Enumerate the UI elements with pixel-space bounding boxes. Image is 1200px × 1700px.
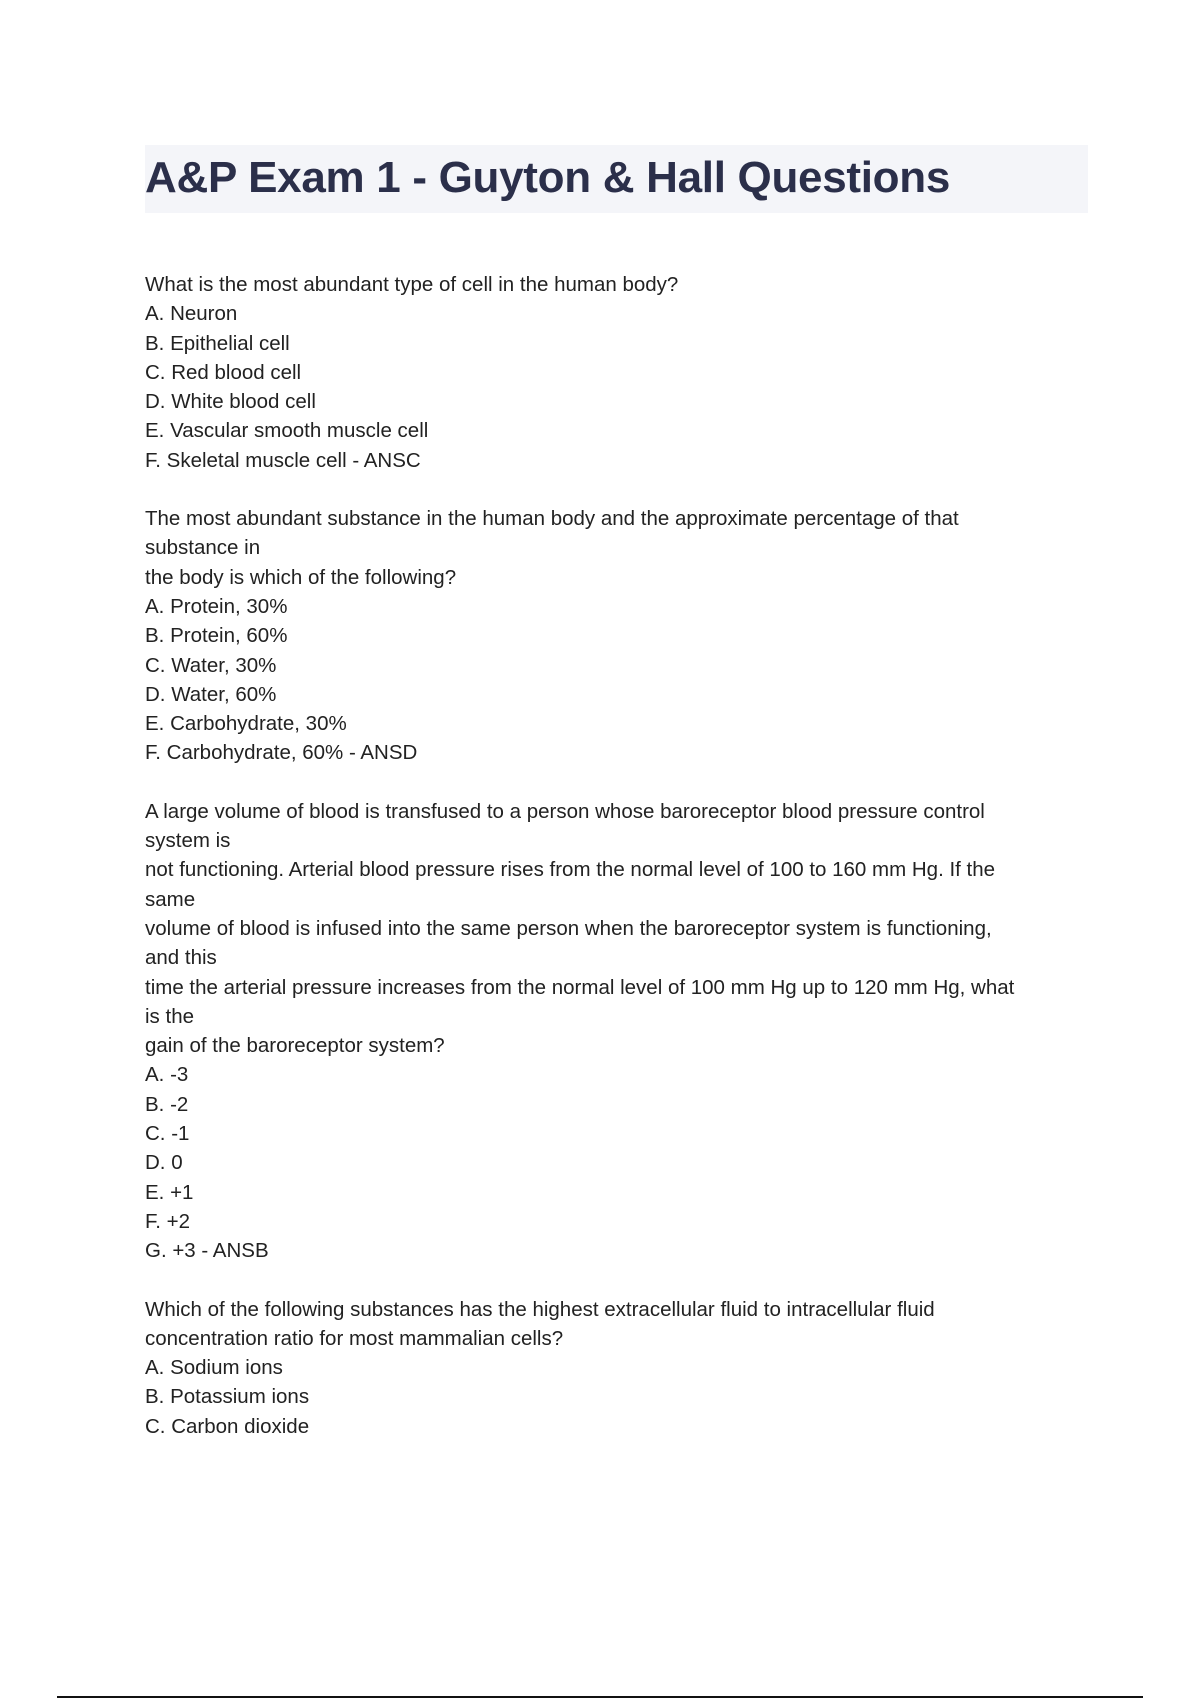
question-2: [145, 504, 1095, 768]
question-text: What is the most abundant type of cell in the human body?: [145, 273, 679, 296]
question-text: not functioning. Arterial blood pressure rises from the normal level of 100 to 160 mm Hg. If the: [145, 858, 996, 882]
answer-option: A. Protein, 30%: [145, 594, 288, 618]
question-text: The most abundant substance in the human body and the approximate percentage of that: [145, 507, 959, 531]
question-list: [145, 270, 1095, 1470]
answer-option: B. Epithelial cell: [145, 331, 290, 355]
answer-option: D. Water, 60%: [145, 682, 277, 706]
answer-option: D. White blood cell: [145, 390, 316, 414]
answer-option: A. Sodium ions: [145, 1356, 283, 1380]
answer-option: E. +1: [145, 1180, 194, 1204]
question-text: the body is which of the following?: [145, 565, 457, 589]
page-bottom-rule: [57, 1696, 1143, 1698]
answer-option: A. Neuron: [145, 302, 238, 326]
answer-option: C. Carbon dioxide: [145, 1414, 310, 1438]
question-1: [145, 270, 1095, 475]
question-4: [145, 1295, 1095, 1441]
answer-option-with-key: G. +3 - ANSB: [145, 1239, 269, 1263]
answer-option: C. -1: [145, 1122, 190, 1146]
answer-option-with-key: F. Skeletal muscle cell - ANSC: [145, 448, 421, 472]
answer-option: B. Potassium ions: [145, 1385, 310, 1409]
answer-option: D. 0: [145, 1151, 183, 1175]
answer-option: A. -3: [145, 1063, 189, 1087]
question-text: and this: [145, 946, 217, 970]
question-text: same: [145, 887, 196, 911]
answer-option: B. Protein, 60%: [145, 624, 288, 648]
question-text: A large volume of blood is transfused to a person whose baroreceptor blood pressure control: [145, 799, 985, 823]
question-text: volume of blood is infused into the same person when the baroreceptor system is functioning,: [145, 916, 992, 940]
answer-option: F. +2: [145, 1209, 191, 1233]
question-text: Which of the following substances has the highest extracellular fluid to intracellular fluid: [145, 1297, 935, 1321]
answer-option: C. Red blood cell: [145, 360, 302, 384]
answer-option: E. Carbohydrate, 30%: [145, 712, 347, 736]
question-text: gain of the baroreceptor system?: [145, 1034, 445, 1058]
question-3: [145, 797, 1095, 1266]
answer-option-with-key: F. Carbohydrate, 60% - ANSD: [145, 741, 418, 765]
document-title: A&P Exam 1 - Guyton & Hall Questions: [145, 153, 951, 202]
question-text: system is: [145, 829, 231, 853]
question-text: substance in: [145, 536, 261, 560]
answer-option: E. Vascular smooth muscle cell: [145, 419, 429, 443]
question-text: is the: [145, 1004, 194, 1028]
question-text: time the arterial pressure increases from the normal level of 100 mm Hg up to 120 mm Hg, what: [145, 975, 1015, 999]
answer-option: B. -2: [145, 1092, 189, 1116]
question-text: concentration ratio for most mammalian cells?: [145, 1326, 564, 1350]
answer-option: C. Water, 30%: [145, 653, 277, 677]
